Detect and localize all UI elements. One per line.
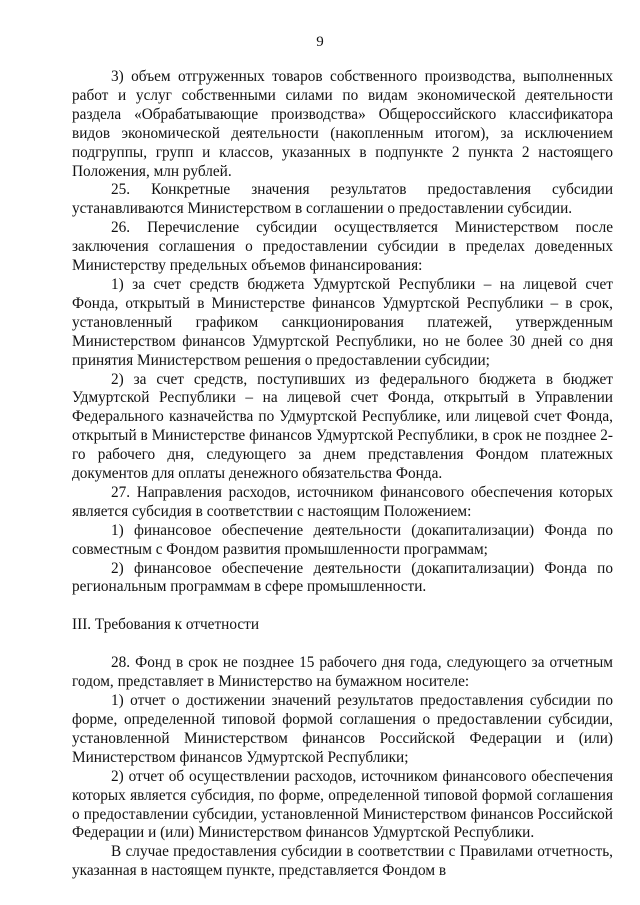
paragraph-27-subitem-2: 2) финансовое обеспечение деятельности (докапитализации) Фонда по региональным программам в сфере промышленности. [72, 559, 613, 596]
paragraph-25: 25. Конкретные значения результатов предоставления субсидии устанавливаются Министерством в соглашении о предоставлении субсидии. [72, 181, 613, 218]
document-body [72, 68, 613, 881]
paragraph-28-subitem-1: 1) отчет о достижении значений результатов предоставления субсидии по форме, определенной типовой формой соглашения о предоставлении субсидии, установленной Министерством финансов Российской Федерации и (или) Министерством финансов Удмуртской Республики; [72, 692, 613, 766]
paragraph-28-continuation: В случае предоставления субсидии в соответствии с Правилами отчетность, указанная в настоящем пункте, представляется Фондом в [72, 843, 613, 880]
paragraph-26-subitem-2: 2) за счет средств, поступивших из федерального бюджета в бюджет Удмуртской Республики – на лицевой счет Фонда, открытый в Управлении Федерального казначейства по Удмуртской Республике, или лицевой счет Фонда, открытый в Министерстве финансов Удмуртской Республики, в срок не позднее 2-го рабочего дня, следующего за днем представления Фондом платежных документов для оплаты денежного обязательства Фонда. [72, 370, 613, 483]
paragraph-27-subitem-1: 1) финансовое обеспечение деятельности (докапитализации) Фонда по совместным с Фондом развития промышленности программам; [72, 521, 613, 558]
section-heading: III. Требования к отчетности [72, 616, 260, 634]
paragraph-item-3-volume: 3) объем отгруженных товаров собственного производства, выполненных работ и услуг собственными силами по видам экономической деятельности раздела «Обрабатывающие производства» Общероссийского классификатора видов экономической деятельности (накопленным итогом), за исключением подгруппы, групп и классов, указанных в подпункте 2 пункта 2 настоящего Положения, млн рублей. [72, 68, 613, 180]
paragraph-28: 28. Фонд в срок не позднее 15 рабочего дня года, следующего за отчетным годом, представляет в Министерство на бумажном носителе: [72, 654, 613, 691]
paragraph-28-subitem-2: 2) отчет об осуществлении расходов, источником финансового обеспечения которых является субсидия, по форме, определенной типовой формой соглашения о предоставлении субсидии, установленной Министерством финансов Российской Федерации и (или) Министерством финансов Удмуртской Республики. [72, 767, 613, 842]
paragraph-27: 27. Направления расходов, источником финансового обеспечения которых является субсидия в соответствии с настоящим Положением: [72, 483, 613, 520]
paragraph-26: 26. Перечисление субсидии осуществляется Министерством после заключения соглашения о предоставлении субсидии в пределах доведенных Министерству предельных объемов финансирования: [72, 219, 613, 275]
page-number: 9 [316, 34, 324, 50]
paragraph-26-subitem-1: 1) за счет средств бюджета Удмуртской Республики – на лицевой счет Фонда, открытый в Министерстве финансов Удмуртской Республики – в срок, установленный графиком санкционирования платежей, утвержденным Министерством финансов Удмуртской Республики, но не более 30 дней со дня принятия Министерством решения о предоставлении субсидии; [72, 275, 613, 369]
